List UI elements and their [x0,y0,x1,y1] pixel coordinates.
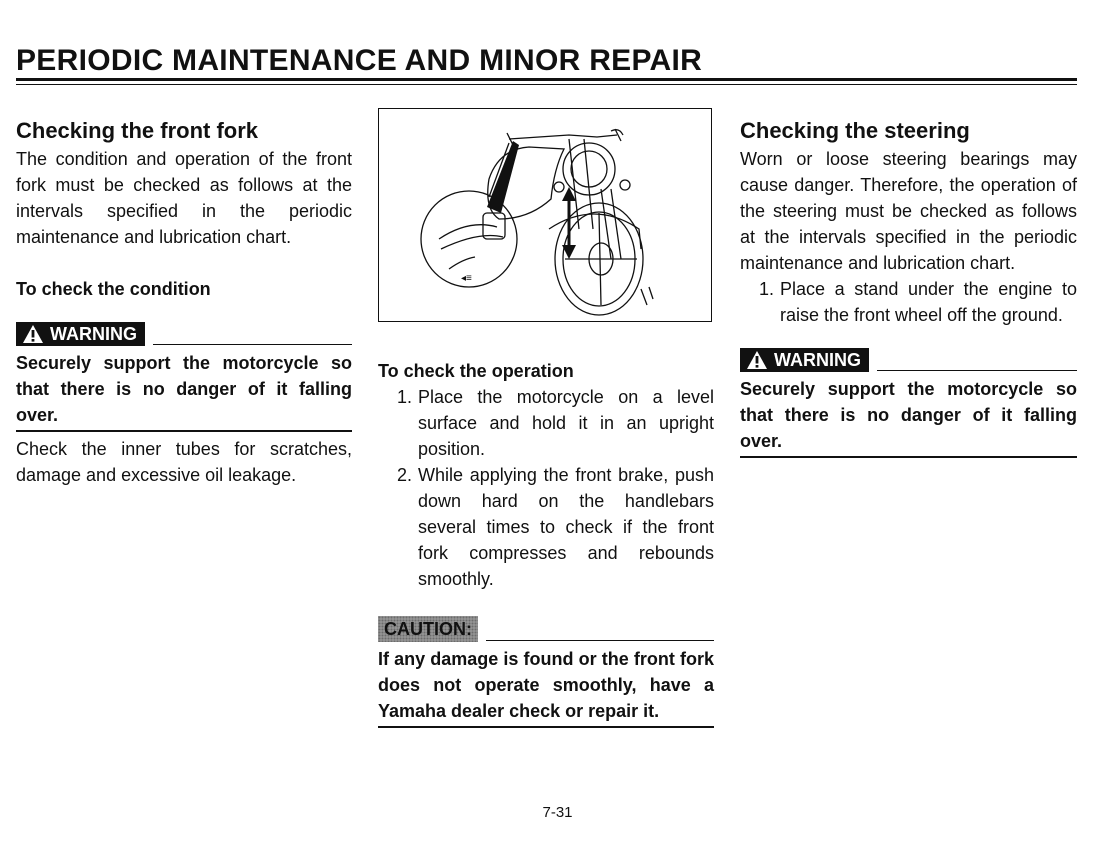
front-fork-intro: The condition and operation of the front fork must be checked as follows at the intervals specified in the periodic maintenance and lubrication chart. [16,149,352,247]
subheading-check-operation: To check the operation [378,361,574,381]
warning-badge: WARNING [740,348,869,372]
condition-check-text: Check the inner tubes for scratches, damage and excessive oil leakage. [16,439,352,485]
section-heading-steering: Checking the steering [740,118,970,143]
front-fork-illustration [378,108,712,322]
motorcycle-fork-diagram [379,109,712,322]
svg-text:◂≡: ◂≡ [461,273,472,284]
warning-notice-2 [740,348,1077,458]
list-item: 1. Place a stand under the engine to raise the front wheel off the ground. [758,279,1077,325]
warning-notice-1 [16,322,352,432]
warning-text: Securely support the motorcycle so that there is no danger of it falling over. [16,350,352,432]
warning-text: Securely support the motorcycle so that there is no danger of it falling over. [740,376,1077,458]
caution-text: If any damage is found or the front fork does not operate smoothly, have a Yamaha dealer check or repair it. [378,646,714,728]
operation-steps [378,384,714,592]
section-heading-front-fork: Checking the front fork [16,118,259,143]
page-title: PERIODIC MAINTENANCE AND MINOR REPAIR [16,44,703,77]
caution-badge: CAUTION: [378,616,478,642]
page-header [16,44,1077,85]
caution-notice [378,616,714,728]
steering-steps [740,276,1077,328]
header-rule-thick [16,78,1077,81]
page-number: 7-31 [542,804,573,821]
subheading-check-condition: To check the condition [16,279,211,299]
column-steering [740,108,1077,458]
column-front-fork [16,108,352,488]
warning-badge: WARNING [16,322,145,346]
list-item: 2. While applying the front brake, push down hard on the handlebars several times to check if the front fork compresses and rebounds smoothly. [396,465,714,589]
warning-head-rule [877,370,1077,371]
warning-triangle-icon [22,324,44,344]
warning-head-rule [153,344,352,345]
steering-intro: Worn or loose steering bearings may cause danger. Therefore, the operation of the steering must be checked as follows at the intervals specified in the periodic maintenance and lubrication chart. [740,149,1077,273]
header-rule-thin [16,84,1077,85]
column-operation [378,108,714,728]
list-item: 1. Place the motorcycle on a level surface and hold it in an upright position. [396,387,714,459]
warning-triangle-icon [746,350,768,370]
caution-head-rule [486,640,714,641]
